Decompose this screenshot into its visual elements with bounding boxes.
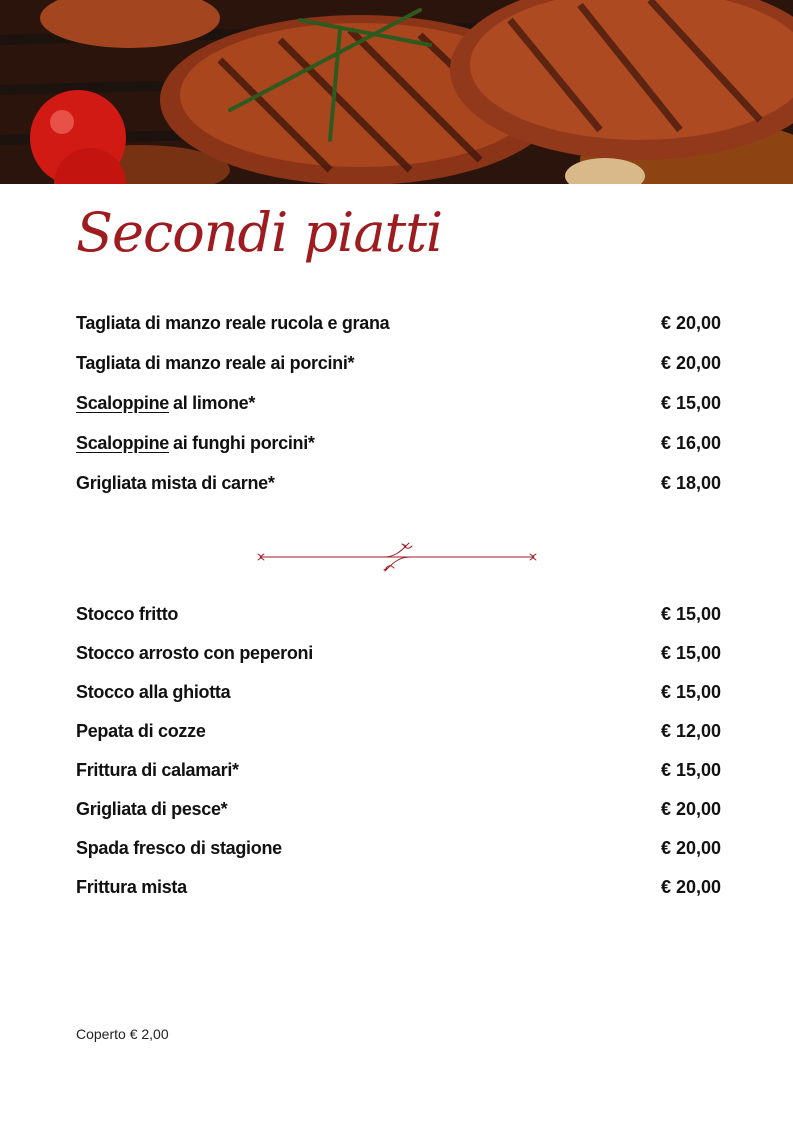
menu-item xyxy=(76,470,721,496)
menu-item xyxy=(76,835,721,861)
menu-item-price: € 20,00 xyxy=(660,313,721,333)
menu-item xyxy=(76,679,721,705)
menu-item xyxy=(76,601,721,627)
menu-item-price: € 15,00 xyxy=(660,604,721,624)
menu-item-name: Pepata di cozze xyxy=(76,721,206,741)
menu-item-name: ai funghi porcini* xyxy=(173,433,315,453)
menu-item-name: Frittura mista xyxy=(76,877,187,897)
menu-item-name: Stocco arrosto con peperoni xyxy=(76,643,313,663)
menu-item-price: € 18,00 xyxy=(660,473,721,493)
menu-item-name-wrapper xyxy=(76,390,255,416)
menu-item-name-underlined: Scaloppine xyxy=(76,433,170,453)
menu-item-name: Grigliata mista di carne* xyxy=(76,473,275,493)
menu-item xyxy=(76,390,721,416)
menu-item-name-underlined: Scaloppine xyxy=(76,393,170,413)
menu-item-price: € 15,00 xyxy=(660,643,721,663)
menu-item-price: € 20,00 xyxy=(660,353,721,373)
menu-item xyxy=(76,874,721,900)
menu-item-price: € 20,00 xyxy=(660,799,721,819)
page-title: Secondi piatti xyxy=(76,201,443,264)
menu-item xyxy=(76,430,721,456)
menu-item xyxy=(76,310,721,336)
ornamental-divider xyxy=(256,540,538,574)
cover-charge-note: Coperto € 2,00 xyxy=(76,1026,169,1042)
menu-section-fish xyxy=(76,601,721,913)
menu-item-price: € 15,00 xyxy=(660,682,721,702)
menu-item xyxy=(76,757,721,783)
menu-item-price: € 12,00 xyxy=(660,721,721,741)
menu-item-name: Spada fresco di stagione xyxy=(76,838,282,858)
menu-item-name: Stocco alla ghiotta xyxy=(76,682,231,702)
menu-item-name: Tagliata di manzo reale rucola e grana xyxy=(76,313,390,333)
menu-item-name-wrapper xyxy=(76,430,315,456)
menu-item-price: € 20,00 xyxy=(660,838,721,858)
menu-item-name: Frittura di calamari* xyxy=(76,760,239,780)
menu-item-price: € 20,00 xyxy=(660,877,721,897)
banner-photo-grilled-steak xyxy=(0,0,793,184)
menu-item xyxy=(76,718,721,744)
menu-item-price: € 15,00 xyxy=(660,393,721,413)
menu-item xyxy=(76,796,721,822)
menu-item-name: Stocco fritto xyxy=(76,604,179,624)
menu-section-meat xyxy=(76,310,721,510)
menu-item xyxy=(76,350,721,376)
menu-item-price: € 16,00 xyxy=(660,433,721,453)
menu-item-name: Grigliata di pesce* xyxy=(76,799,228,819)
menu-item xyxy=(76,640,721,666)
menu-item-name: al limone* xyxy=(173,393,256,413)
menu-item-price: € 15,00 xyxy=(660,760,721,780)
menu-item-name: Tagliata di manzo reale ai porcini* xyxy=(76,353,355,373)
